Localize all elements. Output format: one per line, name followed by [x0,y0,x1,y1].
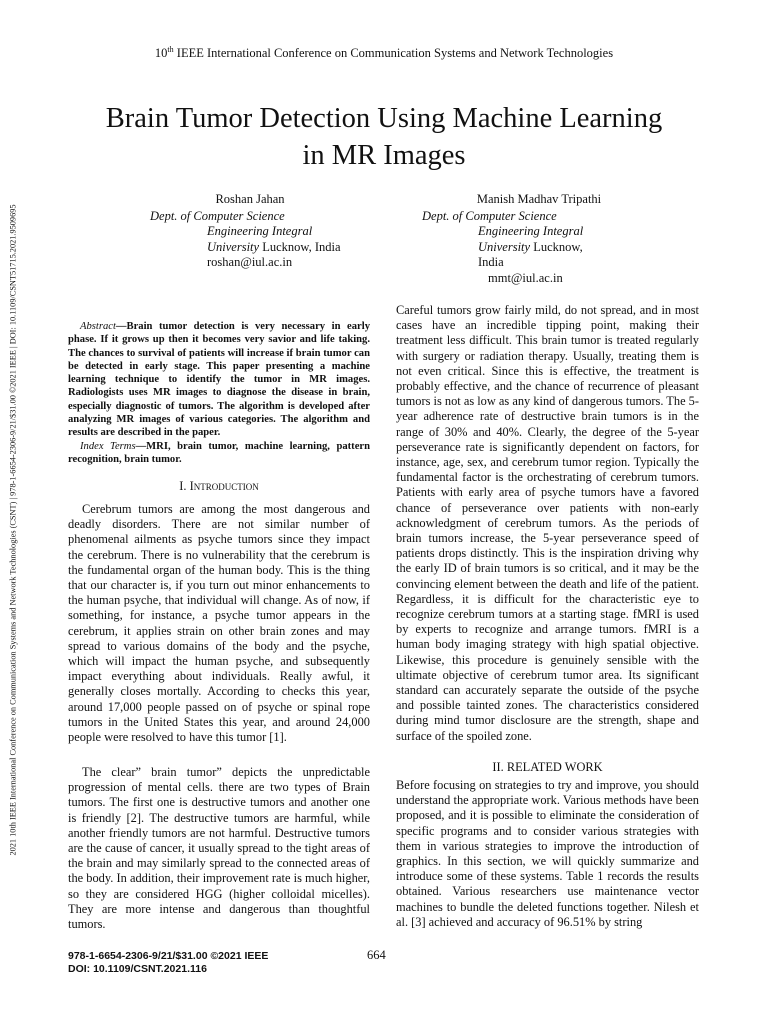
abstract-paragraph [68,320,370,440]
author-org: Engineering Integral [478,224,584,238]
author-univ: University [478,239,531,254]
section-heading-related-work: II. RELATED WORK [492,760,603,774]
author-country: India [478,255,504,269]
related-work-body [396,778,699,930]
conference-ordinal: 10 [154,46,168,60]
abstract-text: Brain tumor detection is very necessary in early phase. If it grows up then it becomes very savior and life taking. The chances to survival of patients will increase if brain tumor can be detected in early stage. This paper presenting a machine learning technique to identify the tumor in MR images. Radiologists uses MR images to diagnose the disease in brain, especially diagnostic of tumors. The algorithm is developed after analyzing MR images of various categories. The algorithm and results are described in the paper. [68,321,370,439]
author-city: Lucknow, India [259,239,341,254]
abstract-dash: — [115,321,127,332]
author-name: Roshan Jahan [215,192,285,206]
side-margin-citation [4,100,22,960]
author-univ: University [207,239,260,254]
index-terms-paragraph [68,440,370,467]
author-email: mmt@iul.ac.in [488,270,563,285]
section-number: I. [179,479,190,493]
title-line-2: in MR Images [302,140,466,171]
author-city: Lucknow, [530,239,583,254]
conference-name: IEEE International Conference on Communication Systems and Network Technologies [173,46,614,60]
footer-doi: DOI: 10.1109/CSNT.2021.116 [68,963,207,975]
body-paragraph: Cerebrum tumors are among the most dangerous and deadly disorders. There are not similar number of phenomenal ailments as psyche tumors since they impact the cerebrum. There is no vulnerability that the cerebrum is the fundamental organ of the human body. This is the thing that our character is, if you turn out minor enhancements to the human psyche, that individual will change. As of now, if something, for instance, a psyche tumor appears in the cerebrum, it applies strain on other brain zones and may spread to various domains of the body and the psyche, which will impact the human psyche, and subsequently impact everything about individuals. Really awful, it generally closes mortally. According to checks this year, around 17,000 people passed on of psyche or spinal rope tumors in the United States this year, and around 24,000 people were resolved to have this tumor [1]. [68,502,370,745]
conference-header [0,46,768,61]
section-heading-introduction [68,479,370,494]
conference-ordinal-suffix: th [167,44,174,54]
right-column-body [396,303,699,744]
author-email: roshan@iul.ac.in [207,255,293,269]
body-paragraph: Careful tumors grow fairly mild, do not spread, and in most cases have an incredible tipping point, making their treatment less difficult. This brain tumor is treated regularly with surgery or radiation therapy. Usually, treating them is not even critical. Since this is effective, the treatment is probably effective, and the chance of recurrence of pleasant tumors is not as low as any kind of dangerous tumors. The 5-year adherence rate of destructive brain tumors is in the range of 30% and 40%. Clearly, the degree of the 5-year perseverance rate is significantly dependent on factors, for instance, age, sex, and cerebrum tumor region. Typically the fundamental factor is the orchestrating of cerebrum tumors. Patients with early area of psyche tumors have a favored chance of perseverance over patients with non-early acknowledgment of cerebrum tumors. As the periods of brain tumors increase, the 5-year perseverance speed of patients drops distinctly. This is the inspiration driving why the early ID of brain tumors is so critical, and it may be the convincing element between the death and life of the patient. Regardless, it is difficult for the characteristic eye to recognize cerebrum tumors at a starting stage. fMRI is used by experts to recognize and arrange tumors. fMRI is a human body imaging strategy with high spatial objective. Likewise, this procedure is genuinely sensible with the ultimate objective of cerebrum tumor area. Its significant standard can accurately separate the outside of the psyche and possible tainted zones. The characteristics considered during mind tumor disclosure are the strength, shape and surface of the spoiled zone. [396,303,699,743]
abstract-label: Abstract [80,321,116,332]
index-terms-dash: — [135,440,147,452]
footer-isbn: 978-1-6654-2306-9/21/$31.00 ©2021 IEEE [68,950,269,962]
author-block-1 [150,192,350,271]
intro-body-part-1 [68,502,370,745]
abstract-block [68,320,370,466]
author-dept: Dept. of Computer Science [422,208,557,223]
side-citation-text: 2021 10th IEEE International Conference on Communication Systems and Network Technologies (CSNT) | 978-1-6654-2306-9/21/$31.00 ©2021 IEEE | DOI: 10.1109/CSNT51715.2021.9509695 [8,204,18,856]
body-paragraph: Before focusing on strategies to try and improve, you should understand the appropriate work. Various methods have been proposed, and it is possible to eliminate the consideration of specific programs and to consider various strategies with them in various strategies to improve the introduction of graphics. In this section, we will quickly summarize and introduce some of these systems. Table 1 records the results obtained. Various researchers use maintenance vector machines to bundle the deleted functions together. Nilesh et al. [3] achieved and accuracy of 96.51% by string [396,778,699,929]
intro-body-part-2 [68,765,370,932]
paper-title [60,100,708,174]
author-dept: Dept. of Computer Science [150,208,285,223]
author-block-2 [422,192,632,286]
body-paragraph: The clear” brain tumor” depicts the unpredictable progression of mental cells. there are two types of Brain tumors. The first one is destructive tumors and another one is friendly [2]. The destructive tumors are harmful, while another friendly tumors are not harmful. Destructive tumors are the cause of cancer, it usually spread to the tight areas of the brain and may similarly spread to the connected areas of the body. In addition, their improvement rate is much higher, so they are considered HGG (higher colloidal micelles). They are more intense and dangerous than thoughtful tumors. [68,765,370,932]
author-name: Manish Madhav Tripathi [476,192,602,206]
index-terms-text: MRI, brain tumor, machine learning, pattern recognition, brain tumor. [68,440,370,465]
section-title: Introduction [189,479,259,493]
footer-publication-info [68,950,268,976]
page-number: 664 [367,948,386,962]
title-line-1: Brain Tumor Detection Using Machine Learning [105,103,663,134]
index-terms-label: Index Terms [80,440,136,452]
author-org: Engineering Integral [207,224,313,238]
